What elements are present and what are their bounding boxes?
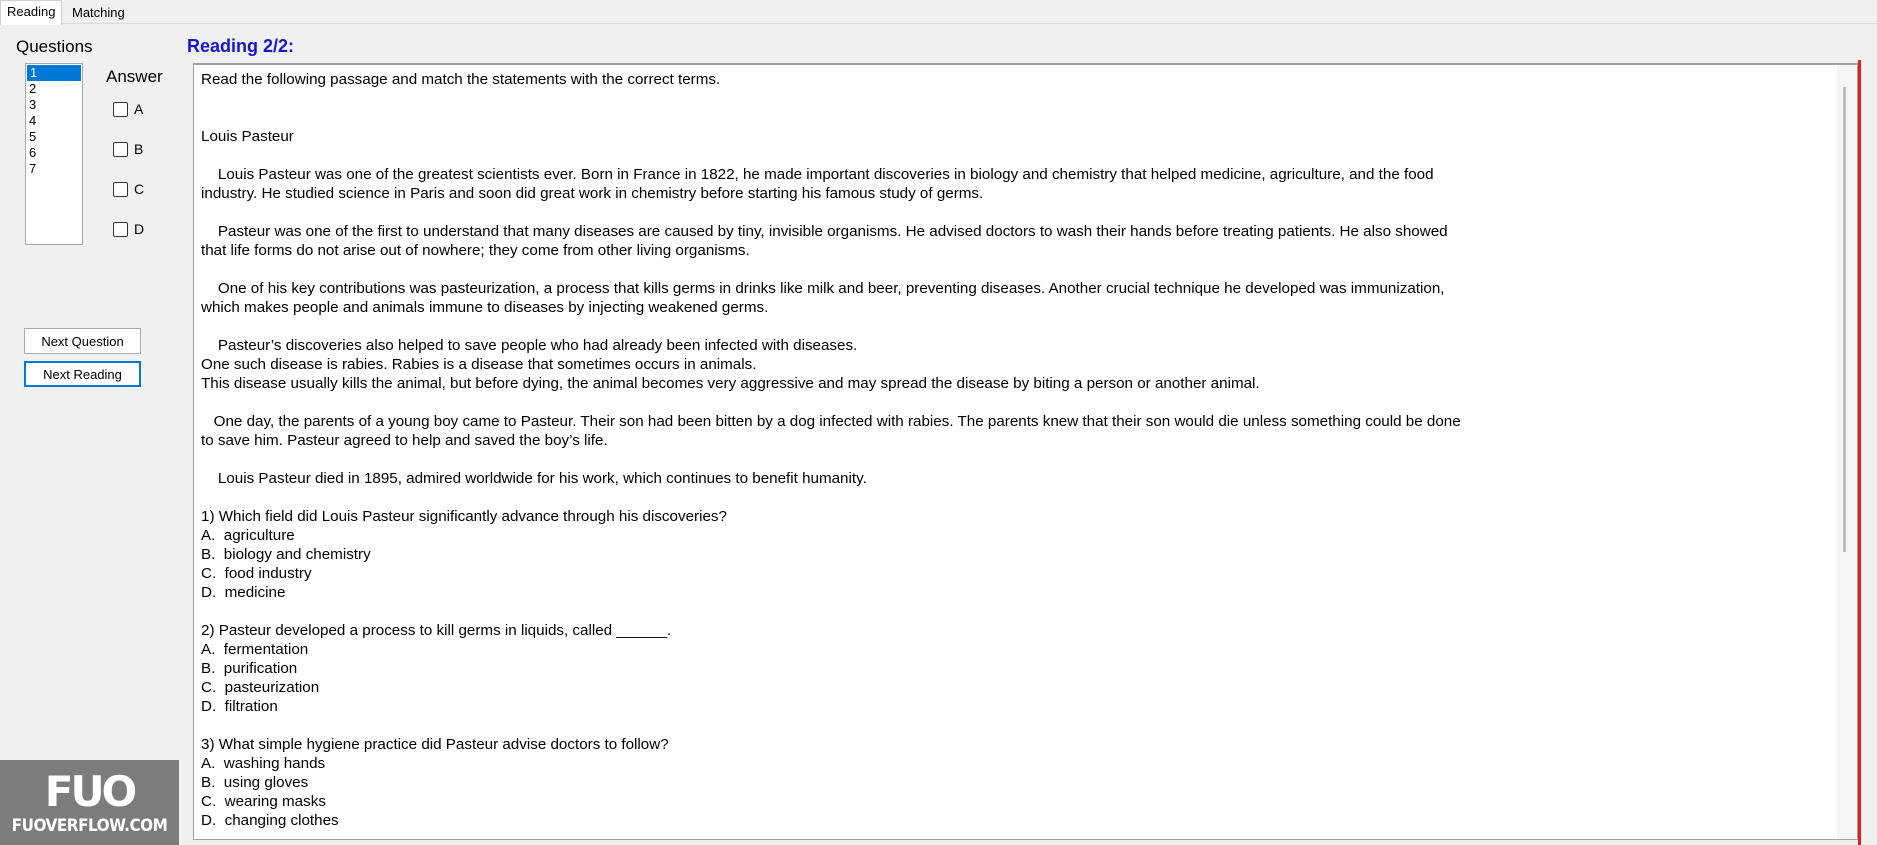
passage-line: A. washing hands (201, 755, 326, 772)
scrollbar-thumb[interactable] (1843, 87, 1846, 552)
passage-line: C. food industry (201, 565, 312, 582)
answer-option-c[interactable] (113, 181, 144, 197)
passage-line (201, 488, 1821, 507)
tab-reading[interactable]: Reading (0, 0, 62, 25)
questions-listbox[interactable] (25, 63, 83, 245)
answer-option-b[interactable] (113, 141, 143, 157)
passage-line (201, 602, 1821, 621)
passage-line (201, 393, 1821, 412)
answer-option-d[interactable] (113, 221, 144, 237)
answer-option-a[interactable] (113, 101, 143, 117)
passage-line: Pasteur was one of the first to understand that many diseases are caused by tiny, invisible organisms. He advised doctors to wash their hands before treating patients. He also showed (201, 223, 1448, 240)
passage-line (201, 203, 1821, 222)
list-item-question[interactable]: 4 (29, 113, 37, 128)
passage-line: 2) Pasteur developed a process to kill germs in liquids, called ______. (201, 622, 672, 639)
passage-line: to save him. Pasteur agreed to help and saved the boy’s life. (201, 432, 608, 449)
passage-line (201, 108, 1821, 127)
passage-line: Pasteur’s discoveries also helped to save people who had already been infected with diseases. (201, 337, 858, 354)
passage-line: B. using gloves (201, 774, 309, 791)
list-item-question[interactable]: 6 (29, 145, 37, 160)
option-label-d: D (134, 221, 145, 237)
watermark-logo (0, 760, 179, 845)
passage-line: industry. He studied science in Paris and soon did great work in chemistry before starting his famous study of germs. (201, 185, 984, 202)
passage-text (201, 70, 1821, 830)
passage-line: which makes people and animals immune to diseases by injecting weakened germs. (201, 299, 769, 316)
checkbox-a[interactable] (113, 102, 128, 117)
list-item-question[interactable]: 1 (27, 65, 81, 81)
answer-label: Answer (106, 67, 163, 86)
checkbox-d[interactable] (113, 222, 128, 237)
passage-line: 3) What simple hygiene practice did Pasteur advise doctors to follow? (201, 736, 669, 753)
passage-line: Louis Pasteur died in 1895, admired worldwide for his work, which continues to benefit humanity. (201, 470, 867, 487)
passage-textbox[interactable] (193, 63, 1858, 840)
passage-line (201, 716, 1821, 735)
passage-line: B. biology and chemistry (201, 546, 371, 563)
passage-line (201, 146, 1821, 165)
passage-line: Louis Pasteur was one of the greatest scientists ever. Born in France in 1822, he made important discoveries in biology and chemistry that helped medicine, agriculture, and the food (201, 166, 1434, 183)
vertical-scrollbar[interactable] (1837, 65, 1857, 839)
questions-label: Questions (16, 37, 93, 56)
passage-line: C. wearing masks (201, 793, 326, 810)
watermark-logo-mark: FUO (44, 766, 135, 816)
red-divider-line (1858, 60, 1861, 845)
passage-line: One day, the parents of a young boy came to Pasteur. Their son had been bitten by a dog infected with rabies. The parents knew that their son would die unless something could be done (201, 413, 1461, 430)
passage-line (201, 260, 1821, 279)
passage-line (201, 317, 1821, 336)
passage-line: B. purification (201, 660, 298, 677)
watermark-text: FUOVERFLOW.COM (11, 815, 168, 836)
next-reading-button[interactable]: Next Reading (24, 361, 141, 387)
passage-line: C. pasteurization (201, 679, 320, 696)
passage-line: D. changing clothes (201, 812, 339, 829)
passage-line: D. medicine (201, 584, 286, 601)
passage-line (201, 450, 1821, 469)
passage-line (201, 89, 1821, 108)
checkbox-b[interactable] (113, 142, 128, 157)
passage-line: that life forms do not arise out of nowhere; they come from other living organisms. (201, 242, 750, 259)
tab-bar (0, 0, 1877, 24)
option-label-c: C (134, 181, 145, 197)
passage-line: This disease usually kills the animal, but before dying, the animal becomes very aggressive and may spread the disease by biting a person or another animal. (201, 375, 1260, 392)
list-item-question[interactable]: 2 (29, 81, 37, 96)
passage-line: One of his key contributions was pasteurization, a process that kills germs in drinks like milk and beer, preventing diseases. Another crucial technique he developed was immunization, (201, 280, 1445, 297)
list-item-question[interactable]: 7 (29, 161, 37, 176)
tab-matching[interactable]: Matching (72, 5, 125, 20)
passage-line: Louis Pasteur (201, 128, 294, 145)
passage-line: Read the following passage and match the statements with the correct terms. (201, 71, 721, 88)
passage-line: 1) Which field did Louis Pasteur significantly advance through his discoveries? (201, 508, 727, 525)
checkbox-c[interactable] (113, 182, 128, 197)
option-label-b: B (134, 141, 144, 157)
list-item-question[interactable]: 3 (29, 97, 37, 112)
passage-line: A. fermentation (201, 641, 309, 658)
reading-title: Reading 2/2: (187, 36, 295, 56)
next-question-button[interactable]: Next Question (24, 328, 141, 354)
option-label-a: A (134, 101, 144, 117)
list-item-question[interactable]: 5 (29, 129, 37, 144)
passage-line: A. agriculture (201, 527, 295, 544)
passage-line: D. filtration (201, 698, 278, 715)
passage-line: One such disease is rabies. Rabies is a disease that sometimes occurs in animals. (201, 356, 757, 373)
